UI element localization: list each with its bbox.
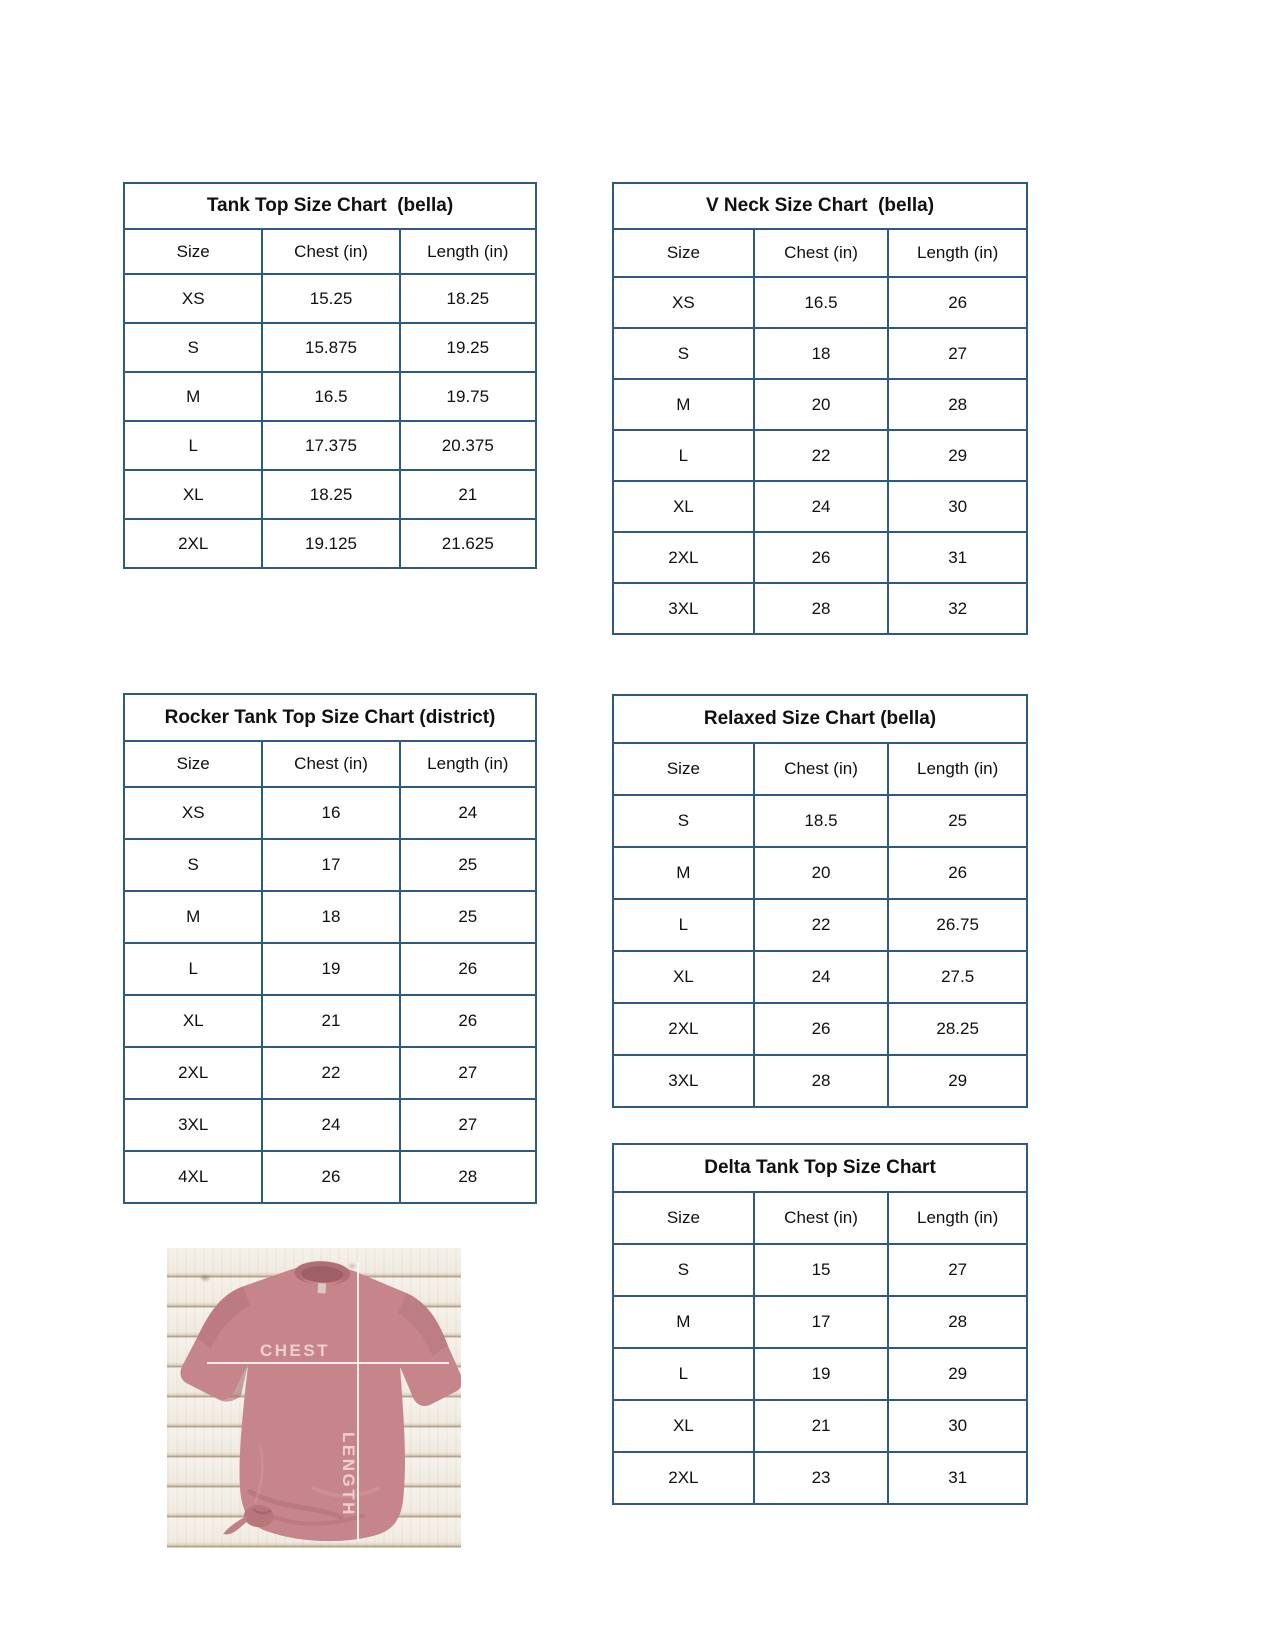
size-cell: 29 [888,430,1027,481]
size-cell: 23 [754,1452,889,1504]
column-header-length: Length (in) [888,743,1027,795]
neck-tag [318,1283,326,1293]
size-cell: L [124,421,262,470]
column-header-chest: Chest (in) [262,229,399,274]
size-cell: L [613,899,754,951]
table-title-row [613,695,1027,743]
table-title-row [124,183,536,229]
size-cell: 21.625 [400,519,536,568]
size-cell: 15 [754,1244,889,1296]
size-cell: 28 [400,1151,536,1203]
column-header-size: Size [613,743,754,795]
size-cell: S [124,323,262,372]
size-cell: 27 [400,1047,536,1099]
size-row [124,519,536,568]
size-cell: 3XL [613,583,754,634]
size-cell: 25 [400,891,536,943]
table-title: Tank Top Size Chart (bella) [124,183,536,229]
size-cell: 3XL [613,1055,754,1107]
size-cell: 2XL [613,532,754,583]
size-row [613,379,1027,430]
size-row [124,1099,536,1151]
size-row [613,847,1027,899]
size-cell: 28 [754,1055,889,1107]
tshirt-graphic [167,1248,461,1548]
table-title: Rocker Tank Top Size Chart (district) [124,694,536,741]
size-cell: 24 [754,481,889,532]
relaxed-size-chart-table [612,694,1028,1108]
size-cell: XL [124,995,262,1047]
size-cell: 19 [754,1348,889,1400]
size-cell: 26 [888,847,1027,899]
size-cell: XL [613,951,754,1003]
column-header-size: Size [124,229,262,274]
size-row [613,1348,1027,1400]
size-cell: S [613,795,754,847]
size-row [613,328,1027,379]
size-row [613,1452,1027,1504]
size-cell: 27 [888,1244,1027,1296]
size-cell: 27 [888,328,1027,379]
size-cell: 2XL [124,1047,262,1099]
size-cell: XL [613,481,754,532]
size-cell: M [613,379,754,430]
size-cell: 20 [754,379,889,430]
size-row [613,1003,1027,1055]
size-cell: 24 [400,787,536,839]
length-label: LENGTH [339,1432,358,1517]
size-cell: 22 [754,430,889,481]
size-row [613,583,1027,634]
table-title-row [613,1144,1027,1192]
size-cell: M [613,1296,754,1348]
size-cell: 16.5 [754,277,889,328]
size-cell: 31 [888,1452,1027,1504]
size-row [124,372,536,421]
size-cell: 19.25 [400,323,536,372]
size-cell: 31 [888,532,1027,583]
size-cell: S [613,1244,754,1296]
table-header-row [613,229,1027,277]
column-header-chest: Chest (in) [754,1192,889,1244]
size-cell: 26 [400,943,536,995]
size-row [613,1296,1027,1348]
size-cell: 21 [754,1400,889,1452]
size-cell: 21 [400,470,536,519]
size-row [613,1055,1027,1107]
size-cell: 16.5 [262,372,399,421]
size-row [124,1047,536,1099]
size-cell: 29 [888,1055,1027,1107]
size-cell: 28 [888,1296,1027,1348]
table-header-row [124,229,536,274]
size-row [124,995,536,1047]
size-row [124,787,536,839]
size-cell: 28 [754,583,889,634]
size-cell: 18.25 [400,274,536,323]
size-row [613,481,1027,532]
size-cell: 26 [754,1003,889,1055]
size-cell: L [124,943,262,995]
size-cell: 20 [754,847,889,899]
size-cell: XS [124,787,262,839]
column-header-length: Length (in) [888,1192,1027,1244]
chest-label: CHEST [259,1341,331,1360]
size-cell: 27.5 [888,951,1027,1003]
size-cell: 17 [262,839,399,891]
rocker-tank-top-size-chart-table [123,693,537,1204]
size-cell: 24 [262,1099,399,1151]
size-cell: S [124,839,262,891]
size-cell: 17 [754,1296,889,1348]
size-cell: 19.125 [262,519,399,568]
size-cell: XS [124,274,262,323]
column-header-length: Length (in) [888,229,1027,277]
size-cell: 26.75 [888,899,1027,951]
size-row [124,1151,536,1203]
size-cell: 18 [754,328,889,379]
size-cell: 30 [888,481,1027,532]
size-row [124,839,536,891]
table-title-row [124,694,536,741]
size-cell: 22 [262,1047,399,1099]
size-cell: 2XL [613,1003,754,1055]
size-cell: 19 [262,943,399,995]
size-row [613,1244,1027,1296]
size-cell: 16 [262,787,399,839]
size-cell: XS [613,277,754,328]
size-cell: 25 [888,795,1027,847]
size-cell: 19.75 [400,372,536,421]
size-cell: M [124,372,262,421]
size-cell: XL [124,470,262,519]
size-cell: 32 [888,583,1027,634]
table-title-row [613,183,1027,229]
table-header-row [124,741,536,787]
size-row [613,532,1027,583]
column-header-chest: Chest (in) [754,743,889,795]
size-row [613,899,1027,951]
table-header-row [613,743,1027,795]
size-cell: 26 [400,995,536,1047]
size-cell: S [613,328,754,379]
size-row [613,277,1027,328]
column-header-size: Size [613,229,754,277]
size-cell: 18.25 [262,470,399,519]
size-cell: M [613,847,754,899]
column-header-size: Size [613,1192,754,1244]
size-row [124,891,536,943]
tshirt-measurement-photo [167,1248,461,1548]
column-header-length: Length (in) [400,229,536,274]
size-cell: L [613,1348,754,1400]
size-cell: 3XL [124,1099,262,1151]
table-title: V Neck Size Chart (bella) [613,183,1027,229]
tank-top-size-chart-table [123,182,537,569]
size-cell: 21 [262,995,399,1047]
size-cell: 24 [754,951,889,1003]
size-cell: 27 [400,1099,536,1151]
size-row [124,421,536,470]
size-row [124,470,536,519]
size-row [613,951,1027,1003]
size-cell: 20.375 [400,421,536,470]
size-cell: 28 [888,379,1027,430]
size-row [613,1400,1027,1452]
size-cell: 25 [400,839,536,891]
size-cell: 17.375 [262,421,399,470]
size-cell: 15.875 [262,323,399,372]
table-title: Relaxed Size Chart (bella) [613,695,1027,743]
v-neck-size-chart-table [612,182,1028,635]
tshirt-shape [175,1256,461,1545]
size-cell: 28.25 [888,1003,1027,1055]
size-cell: L [613,430,754,481]
size-row [613,795,1027,847]
size-cell: 4XL [124,1151,262,1203]
size-row [124,274,536,323]
column-header-chest: Chest (in) [262,741,399,787]
table-header-row [613,1192,1027,1244]
size-row [124,323,536,372]
table-title: Delta Tank Top Size Chart [613,1144,1027,1192]
size-cell: 26 [754,532,889,583]
size-cell: 2XL [613,1452,754,1504]
column-header-chest: Chest (in) [754,229,889,277]
column-header-length: Length (in) [400,741,536,787]
size-cell: 18 [262,891,399,943]
size-cell: 15.25 [262,274,399,323]
column-header-size: Size [124,741,262,787]
size-cell: 30 [888,1400,1027,1452]
size-cell: 29 [888,1348,1027,1400]
delta-tank-top-size-chart-table [612,1143,1028,1505]
size-cell: 22 [754,899,889,951]
size-cell: 26 [888,277,1027,328]
size-cell: 18.5 [754,795,889,847]
size-cell: 2XL [124,519,262,568]
size-row [124,943,536,995]
size-cell: M [124,891,262,943]
size-cell: XL [613,1400,754,1452]
size-cell: 26 [262,1151,399,1203]
size-row [613,430,1027,481]
